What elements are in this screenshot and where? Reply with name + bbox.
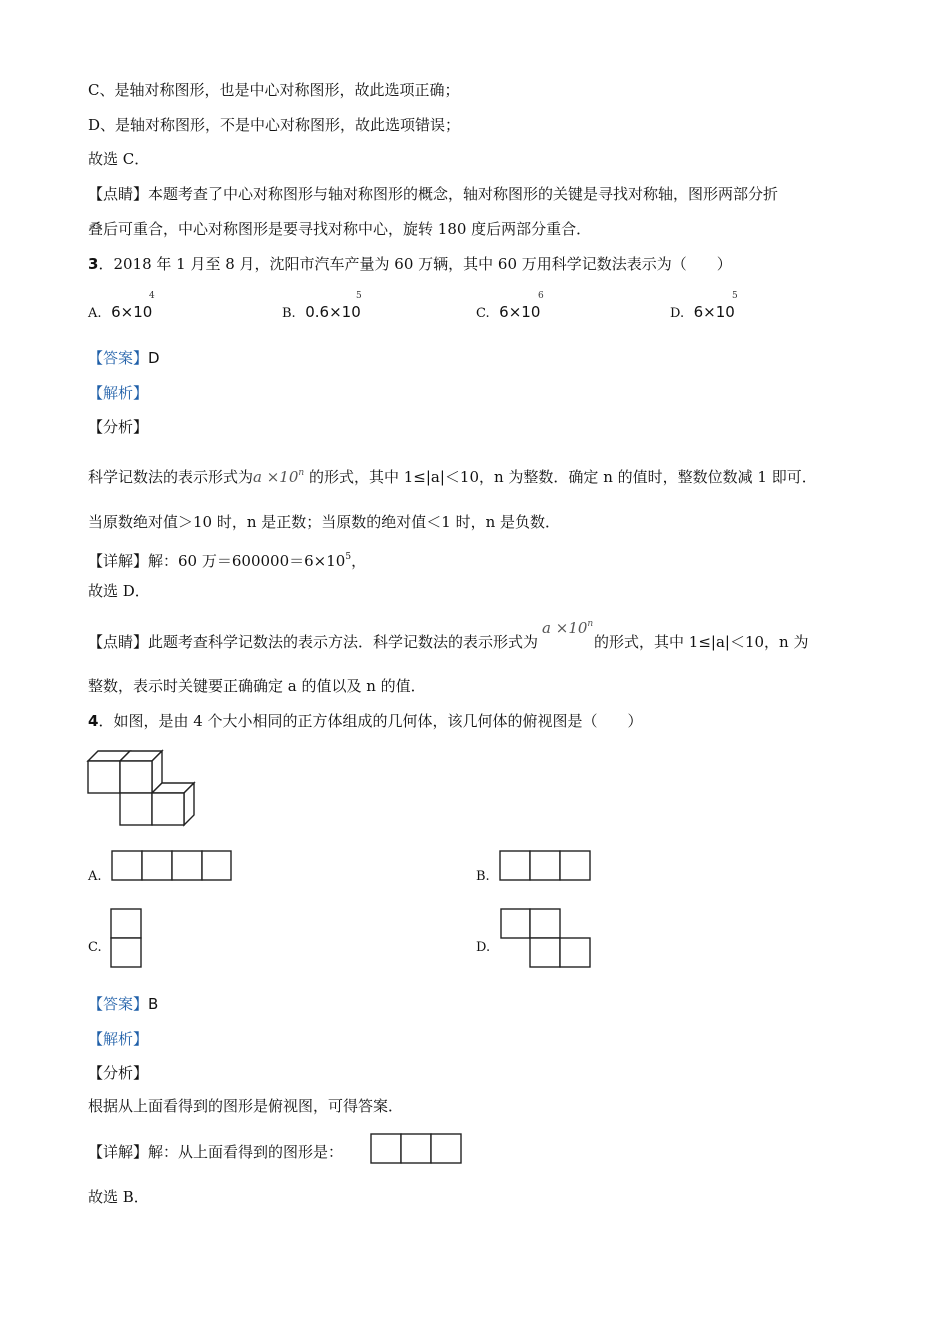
- q4-option-a-figure: [111, 850, 232, 881]
- q4-answer: [88, 994, 158, 1014]
- cube-solid-figure: [86, 748, 201, 832]
- q3-fenxi-line-2: 当原数绝对值＞10 时，n 是正数；当原数的绝对值＜1 时，n 是负数．: [88, 513, 561, 531]
- q3-answer-value: D: [148, 349, 160, 367]
- q3-analysis-label: 【解析】: [88, 384, 149, 402]
- q3-option-d-exp: 5: [732, 291, 738, 301]
- cube-front-4: [152, 793, 184, 825]
- q2-comment-line-1: 【点睛】本题考查了中心对称图形与轴对称图形的概念，轴对称图形的关键是寻找对称轴，图形两部分折: [88, 185, 779, 203]
- q4-option-d-label: D.: [476, 940, 491, 955]
- q4-option-c-label: C.: [88, 940, 102, 955]
- q3-option-a: A. 6×10: [88, 303, 153, 321]
- q3-option-d: D. 6×10: [670, 303, 735, 321]
- q3-number: 3: [88, 255, 99, 273]
- q4-detail: 【详解】解：从上面看得到的图形是：: [88, 1143, 344, 1161]
- cube-front-2: [120, 761, 152, 793]
- q3-comment-label: 【点睛】: [88, 633, 149, 651]
- q3-fenxi-label: 【分析】: [88, 418, 149, 436]
- q2-comment-line-2: 叠后可重合，中心对称图形是要寻找对称中心，旋转 180 度后两部分重合．: [88, 220, 592, 238]
- q4-answer-label: 【答案】: [88, 995, 149, 1013]
- q4-fenxi-line-1: 根据从上面看得到的图形是俯视图，可得答案．: [88, 1097, 404, 1115]
- q4-choose: 故选 B．: [88, 1188, 149, 1206]
- q4-option-b-figure: [499, 850, 591, 881]
- q2-option-c-explanation: C、是轴对称图形，也是中心对称图形，故此选项正确；: [88, 81, 460, 99]
- q3-option-a-exp: 4: [149, 291, 155, 301]
- q3-math-a: a: [253, 468, 262, 486]
- q4-option-a-label: A.: [88, 869, 102, 884]
- cube-front-1: [88, 761, 120, 793]
- q4-answer-value: B: [148, 995, 159, 1013]
- q3-option-c-exp: 6: [538, 291, 544, 301]
- q4-number: 4: [88, 712, 99, 730]
- q3-stem: 3．2018 年 1 月至 8 月，沈阳市汽车产量为 60 万辆，其中 60 万用科学记数法表示为（ ）: [88, 255, 732, 273]
- q4-option-d-figure: [500, 908, 591, 968]
- q3-answer: [88, 348, 160, 368]
- q3-comment-line-1: 【点睛】此题考查科学记数法的表示方法．科学记数法的表示形式为 $a \times 10^n$ 的形式，其中 1≤|a|＜10，n 为: [88, 619, 809, 651]
- cube-front-3: [120, 793, 152, 825]
- q2-option-d-explanation: D、是轴对称图形，不是中心对称图形，故此选项错误；: [88, 116, 461, 134]
- q4-analysis-label: 【解析】: [88, 1030, 149, 1048]
- q2-choose: 故选 C．: [88, 150, 150, 168]
- q3-answer-label: 【答案】: [88, 349, 149, 367]
- q3-option-c: C. 6×10: [476, 303, 541, 321]
- q3-fenxi-line-1: 科学记数法的表示形式为$a \times 10^n$ 的形式，其中 1≤|a|＜10，n 为整数．确定 n 的值时，整数位数减 1 即可．: [88, 468, 817, 486]
- q2-comment-label: 【点睛】: [88, 185, 149, 203]
- q3-detail: 【详解】解：60 万$=600000=6\times 10^5$，: [88, 552, 367, 570]
- q4-stem: 4．如图，是由 4 个大小相同的正方体组成的几何体，该几何体的俯视图是（ ）: [88, 712, 643, 730]
- q4-fenxi-label: 【分析】: [88, 1064, 149, 1082]
- q3-option-b-exp: 5: [356, 291, 362, 301]
- q3-comment-line-2: 整数，表示时关键要正确确定 a 的值以及 n 的值．: [88, 677, 426, 695]
- q3-choose: 故选 D．: [88, 582, 150, 600]
- q4-option-b-label: B.: [476, 869, 490, 884]
- q4-detail-top-view-figure: [370, 1133, 462, 1164]
- q3-option-b: B. 0.6×10: [282, 303, 361, 321]
- q4-detail-label: 【详解】: [88, 1143, 149, 1161]
- q3-detail-label: 【详解】: [88, 552, 149, 570]
- q4-option-c-figure: [110, 908, 142, 968]
